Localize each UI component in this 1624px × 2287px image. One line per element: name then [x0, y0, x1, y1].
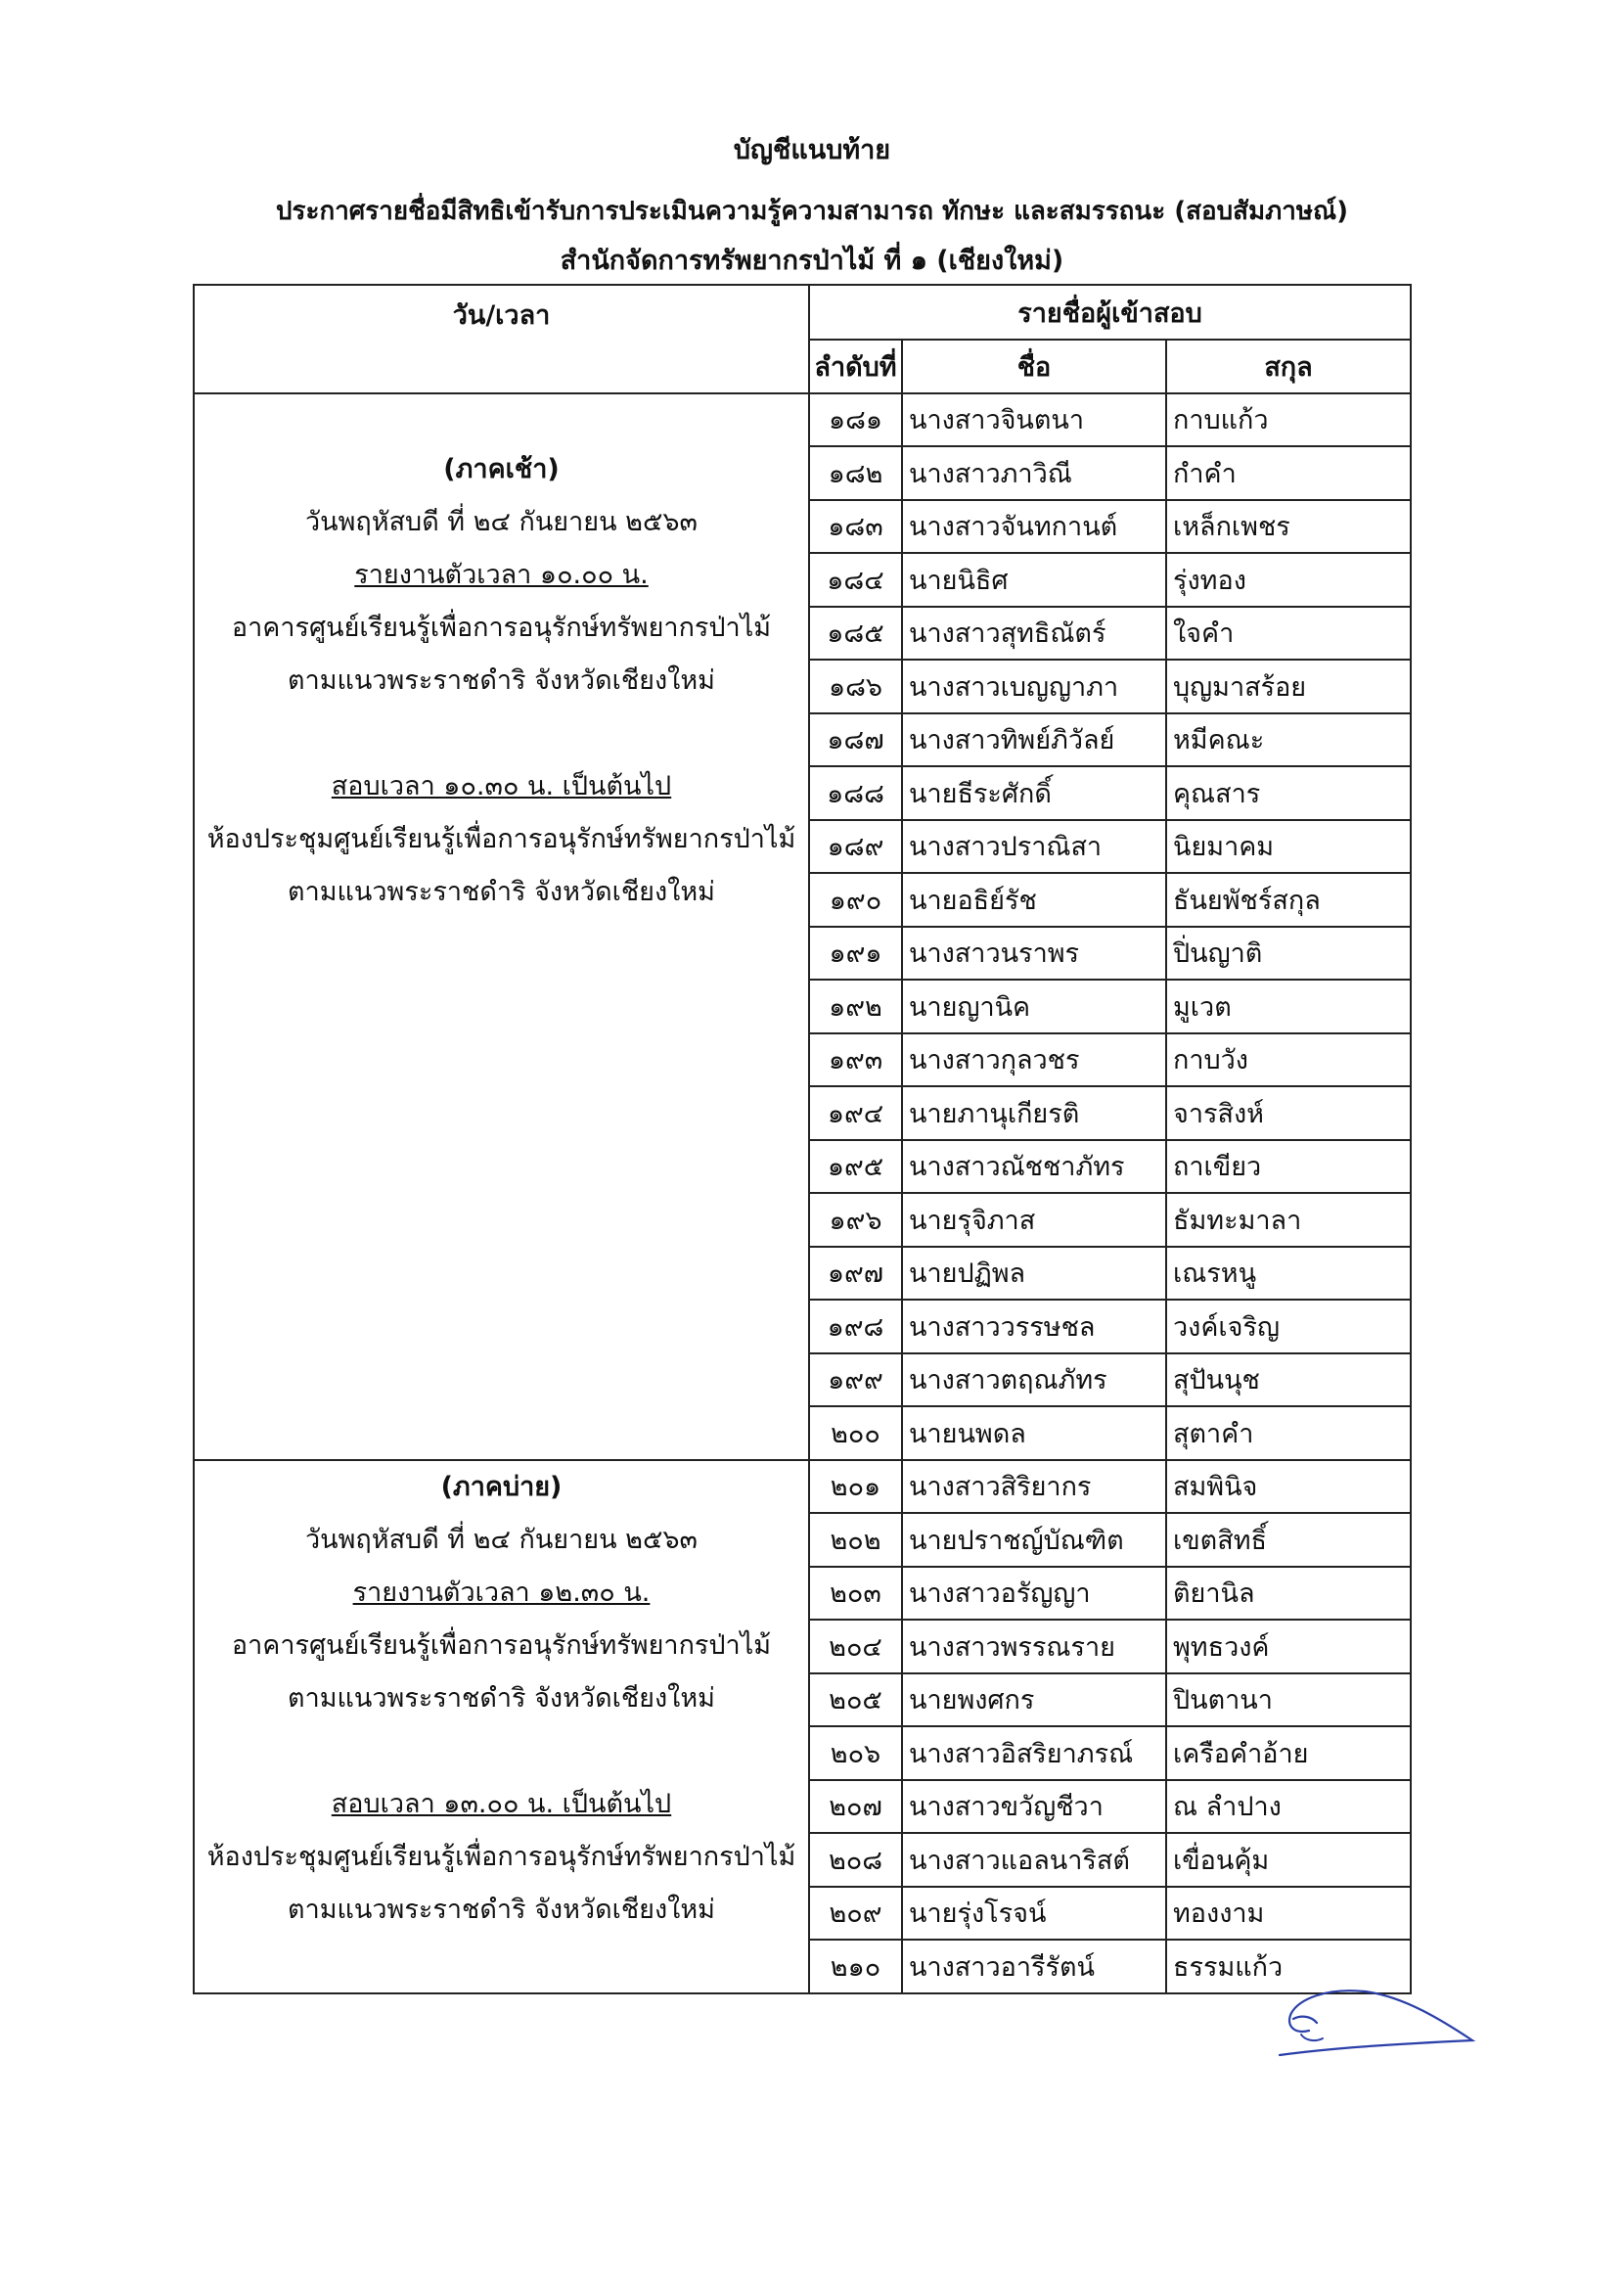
exam-time: สอบเวลา ๑๐.๓๐ น. เป็นต้นไป — [331, 770, 672, 801]
last-name: เขตสิทธิ์ — [1166, 1513, 1411, 1567]
order-number: ๑๘๓ — [809, 500, 902, 554]
first-name: นางสาวปราณิสา — [902, 820, 1166, 874]
exam-place: ตามแนวพระราชดำริ จังหวัดเชียงใหม่ — [288, 876, 715, 907]
table-row — [194, 393, 1411, 447]
document-title: บัญชีแนบท้าย — [733, 135, 891, 165]
last-name: เหล็กเพชร — [1166, 500, 1411, 554]
order-number: ๑๙๘ — [809, 1300, 902, 1353]
order-number: ๒๐๐ — [809, 1406, 902, 1460]
last-name: สุตาคำ — [1166, 1406, 1411, 1460]
report-time: รายงานตัวเวลา ๑๐.๐๐ น. — [354, 559, 649, 590]
order-number: ๑๙๓ — [809, 1033, 902, 1087]
first-name: นางสาวภาวิณี — [902, 446, 1166, 500]
first-name: นางสาวตฤณภัทร — [902, 1353, 1166, 1407]
last-name: กาบแก้ว — [1166, 393, 1411, 447]
first-name: นางสาวสุทธิณัตร์ — [902, 607, 1166, 661]
exam-place: ตามแนวพระราชดำริ จังหวัดเชียงใหม่ — [288, 1894, 715, 1925]
order-number: ๒๐๖ — [809, 1726, 902, 1780]
last-name: ณ ลำปาง — [1166, 1780, 1411, 1834]
order-number: ๒๐๑ — [809, 1460, 902, 1514]
order-number: ๑๙๗ — [809, 1247, 902, 1301]
last-name: กำคำ — [1166, 446, 1411, 500]
first-name: นางสาวทิพย์ภิวัลย์ — [902, 713, 1166, 767]
morning-session-cell — [194, 393, 809, 1460]
last-name: เณรหนู — [1166, 1247, 1411, 1301]
order-number: ๑๙๔ — [809, 1086, 902, 1140]
order-number: ๑๙๖ — [809, 1193, 902, 1247]
report-time: รายงานตัวเวลา ๑๒.๓๐ น. — [352, 1577, 651, 1608]
order-number: ๑๙๒ — [809, 980, 902, 1033]
last-name: เครือคำอ้าย — [1166, 1726, 1411, 1780]
first-name: นายปฏิพล — [902, 1247, 1166, 1301]
last-name: ใจคำ — [1166, 607, 1411, 661]
report-place: ตามแนวพระราชดำริ จังหวัดเชียงใหม่ — [288, 664, 715, 696]
order-number: ๑๙๕ — [809, 1140, 902, 1194]
first-name: นางสาวอรัญญา — [902, 1567, 1166, 1621]
last-name: ธรรมแก้ว — [1166, 1940, 1411, 1993]
order-number: ๑๙๙ — [809, 1353, 902, 1407]
order-number: ๑๘๑ — [809, 393, 902, 447]
first-name: นายธีระศักดิ์ — [902, 766, 1166, 820]
report-place: ตามแนวพระราชดำริ จังหวัดเชียงใหม่ — [288, 1682, 715, 1714]
first-name: นายรุจิภาส — [902, 1193, 1166, 1247]
report-place: อาคารศูนย์เรียนรู้เพื่อการอนุรักษ์ทรัพยากรป่าไม้ — [231, 1629, 772, 1661]
order-number: ๑๙๑ — [809, 927, 902, 981]
first-name: นางสาวณัชชาภัทร — [902, 1140, 1166, 1194]
office-name: สำนักจัดการทรัพยากรป่าไม้ ที่ ๑ (เชียงใหม่) — [560, 246, 1064, 276]
order-number: ๒๐๙ — [809, 1887, 902, 1941]
first-name: นายนพดล — [902, 1406, 1166, 1460]
first-name: นางสาวแอลนาริสต์ — [902, 1833, 1166, 1887]
exam-place: ห้องประชุมศูนย์เรียนรู้เพื่อการอนุรักษ์ทรัพยากรป่าไม้ — [206, 823, 796, 854]
order-number: ๒๐๗ — [809, 1780, 902, 1834]
last-name: ธันยพัชร์สกุล — [1166, 873, 1411, 927]
first-name: นางสาวนราพร — [902, 927, 1166, 981]
last-name: ถาเขียว — [1166, 1140, 1411, 1194]
last-name: สุปันนุช — [1166, 1353, 1411, 1407]
first-name: นางสาวขวัญชีวา — [902, 1780, 1166, 1834]
order-number: ๒๐๕ — [809, 1673, 902, 1727]
table-row — [194, 1460, 1411, 1514]
first-name: นางสาวกุลวชร — [902, 1033, 1166, 1087]
first-name: นางสาววรรษชล — [902, 1300, 1166, 1353]
order-column-header: ลำดับที่ — [809, 340, 902, 393]
first-name: นางสาวอิสริยาภรณ์ — [902, 1726, 1166, 1780]
last-name: นิยมาคม — [1166, 820, 1411, 874]
report-place: อาคารศูนย์เรียนรู้เพื่อการอนุรักษ์ทรัพยากรป่าไม้ — [231, 612, 772, 643]
first-name: นางสาวพรรณราย — [902, 1620, 1166, 1673]
names-column-header: รายชื่อผู้เข้าสอบ — [809, 285, 1411, 340]
order-number: ๑๘๖ — [809, 660, 902, 713]
first-name: นางสาวจินตนา — [902, 393, 1166, 447]
candidate-table — [193, 284, 1412, 1994]
first-name: นายอธิย์รัช — [902, 873, 1166, 927]
afternoon-session-cell — [194, 1460, 809, 1993]
first-name: นายภานุเกียรติ — [902, 1086, 1166, 1140]
first-name: นางสาวสิริยากร — [902, 1460, 1166, 1514]
order-number: ๑๙๐ — [809, 873, 902, 927]
datetime-column-header: วัน/เวลา — [194, 285, 809, 393]
last-name: หมีคณะ — [1166, 713, 1411, 767]
order-number: ๒๐๒ — [809, 1513, 902, 1567]
first-name: นายนิธิศ — [902, 553, 1166, 607]
session-date: วันพฤหัสบดี ที่ ๒๔ กันยายน ๒๕๖๓ — [305, 1524, 698, 1555]
last-name: คุณสาร — [1166, 766, 1411, 820]
last-name: เขื่อนคุ้ม — [1166, 1833, 1411, 1887]
session-date: วันพฤหัสบดี ที่ ๒๔ กันยายน ๒๕๖๓ — [305, 506, 698, 537]
last-name: ทองงาม — [1166, 1887, 1411, 1941]
last-name: ธัมทะมาลา — [1166, 1193, 1411, 1247]
announcement-title: ประกาศรายชื่อมีสิทธิเข้ารับการประเมินความรู้ความสามารถ ทักษะ และสมรรถนะ (สอบสัมภาษณ์) — [276, 197, 1348, 226]
order-number: ๑๘๗ — [809, 713, 902, 767]
signature-icon — [1272, 1962, 1477, 2070]
first-name: นายพงศกร — [902, 1673, 1166, 1727]
order-number: ๑๘๒ — [809, 446, 902, 500]
first-name: นางสาวอารีรัตน์ — [902, 1940, 1166, 1993]
first-name: นายรุ่งโรจน์ — [902, 1887, 1166, 1941]
first-name: นางสาวจันทกานต์ — [902, 500, 1166, 554]
last-name: ปิ่นญาติ — [1166, 927, 1411, 981]
order-number: ๑๘๙ — [809, 820, 902, 874]
session-period: (ภาคบ่าย) — [440, 1471, 563, 1502]
order-number: ๒๐๘ — [809, 1833, 902, 1887]
last-name: ปินตานา — [1166, 1673, 1411, 1727]
first-name: นายปราชญ์บัณฑิต — [902, 1513, 1166, 1567]
exam-time: สอบเวลา ๑๓.๐๐ น. เป็นต้นไป — [331, 1788, 672, 1819]
order-number: ๒๐๔ — [809, 1620, 902, 1673]
last-name: พุทธวงค์ — [1166, 1620, 1411, 1673]
order-number: ๒๐๓ — [809, 1567, 902, 1621]
last-name: กาบวัง — [1166, 1033, 1411, 1087]
order-number: ๑๘๘ — [809, 766, 902, 820]
last-name: ติยานิล — [1166, 1567, 1411, 1621]
order-number: ๑๘๕ — [809, 607, 902, 661]
lastname-column-header: สกุล — [1166, 340, 1411, 393]
last-name: รุ่งทอง — [1166, 553, 1411, 607]
firstname-column-header: ชื่อ — [902, 340, 1166, 393]
session-period: (ภาคเช้า) — [443, 453, 560, 484]
last-name: จารสิงห์ — [1166, 1086, 1411, 1140]
order-number: ๒๑๐ — [809, 1940, 902, 1993]
order-number: ๑๘๔ — [809, 553, 902, 607]
exam-place: ห้องประชุมศูนย์เรียนรู้เพื่อการอนุรักษ์ทรัพยากรป่าไม้ — [206, 1841, 796, 1872]
last-name: มูเวต — [1166, 980, 1411, 1033]
first-name: นายญานิค — [902, 980, 1166, 1033]
first-name: นางสาวเบญญาภา — [902, 660, 1166, 713]
last-name: บุญมาสร้อย — [1166, 660, 1411, 713]
last-name: วงค์เจริญ — [1166, 1300, 1411, 1353]
last-name: สมพินิจ — [1166, 1460, 1411, 1514]
